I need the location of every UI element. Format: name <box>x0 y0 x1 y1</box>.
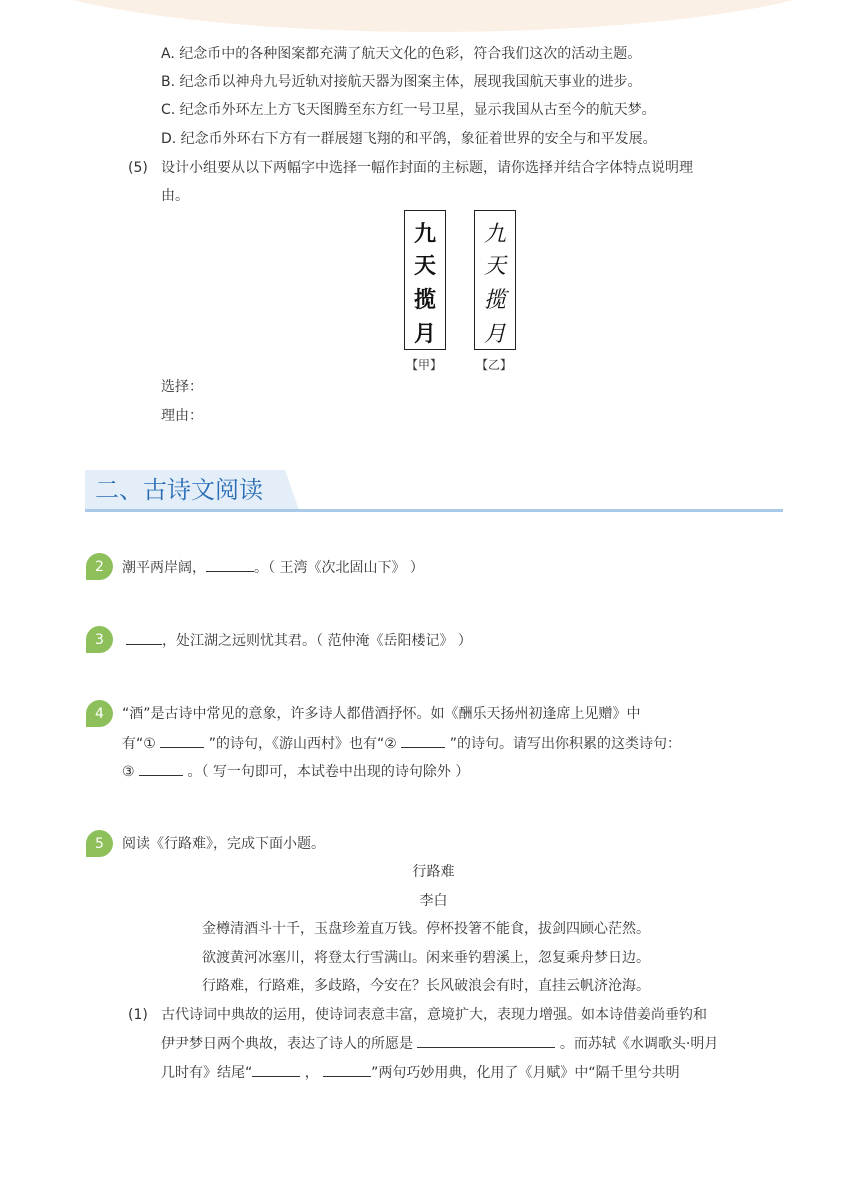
question-4-line2 <box>122 733 681 754</box>
question-badge-4: 4 <box>86 700 113 727</box>
calligraphy-char: 揽 <box>483 288 506 313</box>
question-4-text: ”的诗句，《游山西村》也有“② <box>208 736 397 752</box>
option-a[interactable]: A. 纪念币中的各种图案都充满了航天文化的色彩，符合我们这次的活动主题。 <box>161 46 642 62</box>
question-3-text: ，处江湖之远则忧其君。（ 范仲淹《岳阳楼记》 ） <box>162 633 472 649</box>
question-badge-3: 3 <box>86 626 113 653</box>
subquestion-1-text: ， <box>304 1065 319 1081</box>
question-4-line1: “酒”是古诗中常见的意象，许多诗人都借酒抒怀。如《酬乐天扬州初逢席上见赠》中 <box>122 706 641 722</box>
section-title: 二、古诗文阅读 <box>95 476 263 504</box>
caption-jia: 【甲】 <box>406 358 443 372</box>
poem-line: 行路难，行路难，多歧路，今安在？长风破浪会有时，直挂云帆济沧海。 <box>202 978 650 994</box>
poem-line: 欲渡黄河冰塞川，将登太行雪满山。闲来垂钓碧溪上，忽复乘舟梦日边。 <box>202 950 650 966</box>
subquestion-1-line2 <box>161 1033 718 1054</box>
question-4-text: 。（ 写一句即可，本试卷中出现的诗句除外 ） <box>187 764 470 780</box>
calligraphy-char: 揽 <box>413 287 436 313</box>
option-d[interactable]: D. 纪念币外环右下方有一群展翅飞翔的和平鸽，象征着世界的安全与和平发展。 <box>161 131 657 147</box>
calligraphy-char: 月 <box>413 321 436 347</box>
question-2-text: 潮平两岸阔， <box>122 560 206 576</box>
question-3 <box>126 630 472 651</box>
question-2 <box>122 557 424 578</box>
caption-yi: 【乙】 <box>476 358 513 372</box>
calligraphy-char: 天 <box>483 254 506 279</box>
option-c[interactable]: C. 纪念币外环左上方飞天图腾至东方红一号卫星，显示我国从古至今的航天梦。 <box>161 102 656 118</box>
poem-title: 行路难 <box>412 864 455 880</box>
calligraphy-char: 九 <box>483 222 506 247</box>
answer-blank[interactable] <box>417 1033 555 1048</box>
poem-line: 金樽清酒斗十千，玉盘珍羞直万钱。停杯投箸不能食，拔剑四顾心茫然。 <box>202 921 650 937</box>
subquestion-1-text: 几时有》结尾“ <box>161 1065 253 1081</box>
calligraphy-char: 月 <box>483 322 506 347</box>
answer-blank[interactable] <box>139 761 183 776</box>
question-4-text: 有“① <box>122 736 156 752</box>
calligraphy-char: 天 <box>413 253 436 279</box>
calligraphy-char: 九 <box>413 221 436 247</box>
choose-label: 选择： <box>161 379 203 395</box>
answer-blank[interactable] <box>206 557 254 572</box>
section-divider <box>85 509 783 512</box>
subquestion-number: (1) <box>128 1007 148 1023</box>
poem-author: 李白 <box>419 893 448 909</box>
subquestion-1-line3 <box>161 1062 680 1083</box>
answer-blank[interactable] <box>126 630 162 645</box>
question-4-text: ③ <box>122 764 135 780</box>
subquestion-text-cont: 由。 <box>161 188 189 204</box>
question-4-line3 <box>122 761 469 782</box>
subquestion-1-text: 伊尹梦日两个典故，表达了诗人的所愿是 <box>161 1036 413 1052</box>
subquestion-1-text: 。而苏轼《水调歌头·明月 <box>559 1036 719 1052</box>
option-b[interactable]: B. 纪念币以神舟九号近轨对接航天器为图案主体，展现我国航天事业的进步。 <box>161 74 642 90</box>
answer-blank[interactable] <box>401 733 445 748</box>
subquestion-number: (5) <box>128 160 148 176</box>
answer-blank[interactable] <box>252 1062 300 1077</box>
question-badge-2: 2 <box>86 553 113 580</box>
subquestion-1-text: ”两句巧妙用典，化用了《月赋》中“隔千里兮共明 <box>371 1065 680 1081</box>
question-badge-5: 5 <box>86 830 113 857</box>
reason-label: 理由： <box>161 408 203 424</box>
question-2-source: 。（ 王湾《次北固山下》 ） <box>254 560 424 576</box>
subquestion-1-line1: 古代诗词中典故的运用，使诗词表意丰富，意境扩大，表现力增强。如本诗借姜尚垂钓和 <box>161 1007 707 1023</box>
question-5-intro: 阅读《行路难》，完成下面小题。 <box>122 836 325 852</box>
subquestion-text: 设计小组要从以下两幅字中选择一幅作封面的主标题，请你选择并结合字体特点说明理 <box>161 160 693 176</box>
calligraphy-jia <box>404 210 446 350</box>
answer-blank[interactable] <box>323 1062 371 1077</box>
question-4-text: ”的诗句。请写出你积累的这类诗句： <box>449 736 681 752</box>
answer-blank[interactable] <box>160 733 204 748</box>
calligraphy-yi <box>474 210 516 350</box>
top-decorative-band <box>0 0 867 32</box>
